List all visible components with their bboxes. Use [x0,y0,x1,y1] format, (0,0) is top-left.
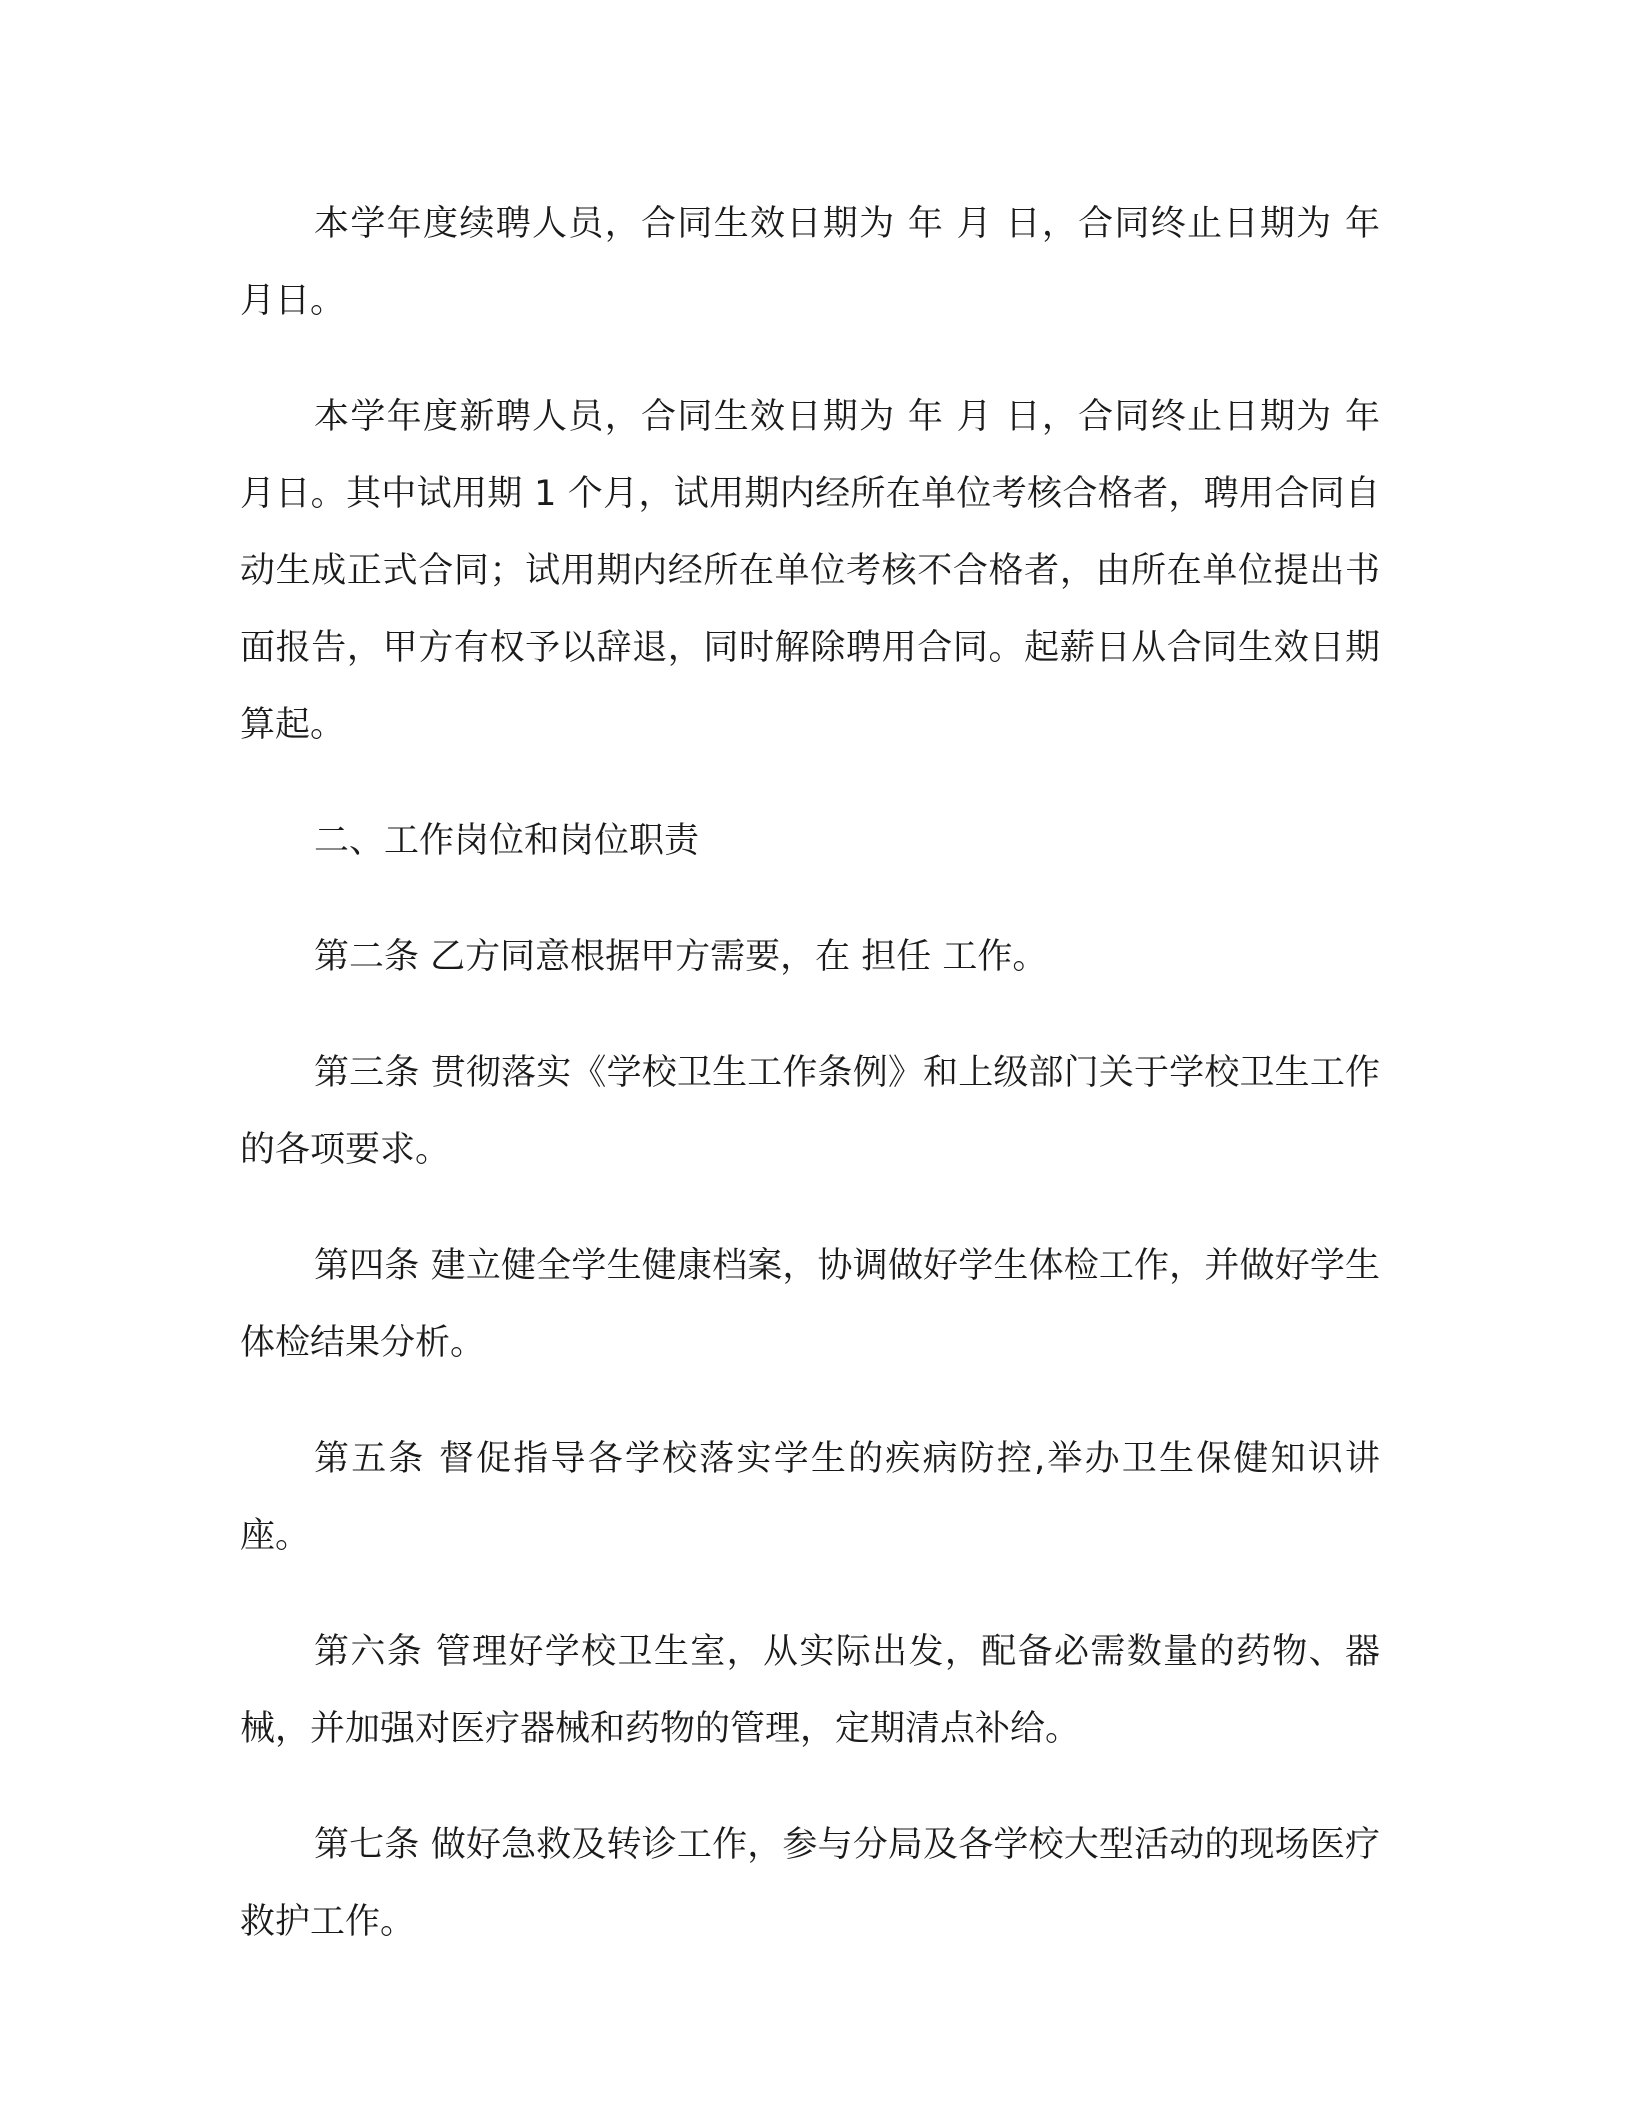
document-body [240,186,1380,2000]
article-2: 第二条 乙方同意根据甲方需要，在 担任 工作。 [314,937,1048,977]
article-6: 第六条 管理好学校卫生室，从实际出发，配备必需数量的药物、器械，并加强对医疗器械和药物的管理，定期清点补给。 [240,1632,1380,1749]
article-3: 第三条 贯彻落实《学校卫生工作条例》和上级部门关于学校卫生工作的各项要求。 [240,1053,1380,1170]
article-5: 第五条 督促指导各学校落实学生的疾病防控,举办卫生保健知识讲座。 [240,1439,1380,1556]
section-heading-job-duties: 二、工作岗位和岗位职责 [314,821,700,861]
article-4: 第四条 建立健全学生健康档案，协调做好学生体检工作，并做好学生体检结果分析。 [240,1246,1380,1363]
paragraph-renewed-staff: 本学年度续聘人员，合同生效日期为 年 月 日，合同终止日期为 年 月日。 [240,204,1380,321]
paragraph-new-hires: 本学年度新聘人员，合同生效日期为 年 月 日，合同终止日期为 年 月日。其中试用期 1 个月，试用期内经所在单位考核合格者，聘用合同自动生成正式合同；试用期内经所在单位考核不合格者，由所在单位提出书面报告，甲方有权予以辞退，同时解除聘用合同。起薪日从合同生效日期算起。 [240,397,1380,745]
article-7: 第七条 做好急救及转诊工作，参与分局及各学校大型活动的现场医疗救护工作。 [240,1825,1380,1942]
